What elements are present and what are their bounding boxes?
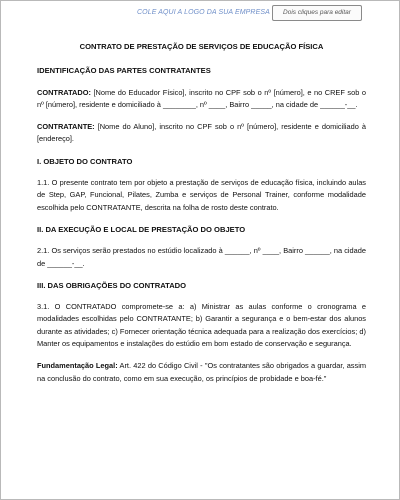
- section-3-heading: III. DAS OBRIGAÇÕES DO CONTRATADO: [37, 280, 187, 290]
- section-2-heading: II. DA EXECUÇÃO E LOCAL DE PRESTAÇÃO DO OBJETO: [37, 224, 246, 234]
- document-header: [1, 1, 399, 27]
- contratante-text: [Nome do Aluno], inscrito no CPF sob o nº [número], residente e domiciliado à [endereço].: [37, 122, 366, 144]
- clause-2-1: 2.1. Os serviços serão prestados no estúdio localizado à ______, nº ____, Bairro ______, na cidade de ______-__.: [37, 246, 366, 268]
- legal-basis-label: Fundamentação Legal:: [37, 361, 118, 371]
- parties-heading: IDENTIFICAÇÃO DAS PARTES CONTRATANTES: [37, 66, 211, 76]
- clause-1-1: 1.1. O presente contrato tem por objeto a prestação de serviços de educação física, incluindo aulas de Step, GAP, Funcional, Pilates, Zumba e serviços de Personal Trainer, conforme modalidade escolhida pelo CONTRATANTE, descrita na folha de rosto deste contrato.: [37, 178, 366, 212]
- contratado-paragraph: [37, 87, 366, 112]
- legal-basis-text: Art. 422 do Código Civil - "Os contratantes são obrigados a guardar, assim na conclusão do contrato, como em sua execução, os princípios de probidade e boa-fé.": [37, 361, 366, 383]
- document-body: [37, 41, 366, 395]
- logo-placeholder[interactable]: COLE AQUI A LOGO DA SUA EMPRESA: [137, 9, 270, 16]
- contratante-label: CONTRATANTE:: [37, 122, 95, 132]
- clause-3-1: 3.1. O CONTRATADO compromete-se a: a) Ministrar as aulas conforme o cronograma e modalidades escolhidas pelo CONTRATANTE; b) Garantir a segurança e o bem-estar dos alunos durante as atividades; c) Fornecer orientação técnica adequada para a realização dos exercícios; d) Manter os equipamentos e instalações do estúdio em bom estado de conservação e segurança.: [37, 302, 366, 349]
- contratado-text: [Nome do Educador Físico], inscrito no CPF sob o nº [número], e no CREF sob o nº [número], residente e domiciliado à ________, nº ____, Bairro _____, na cidade de ______-__.: [37, 87, 366, 109]
- edit-button[interactable]: Dois cliques para editar: [272, 5, 362, 21]
- contratado-label: CONTRATADO:: [37, 87, 91, 97]
- section-1-heading: I. OBJETO DO CONTRATO: [37, 156, 133, 166]
- contratante-paragraph: [37, 121, 366, 146]
- document-title: CONTRATO DE PRESTAÇÃO DE SERVIÇOS DE EDUCAÇÃO FÍSICA: [79, 42, 324, 51]
- legal-basis-paragraph: [37, 360, 366, 385]
